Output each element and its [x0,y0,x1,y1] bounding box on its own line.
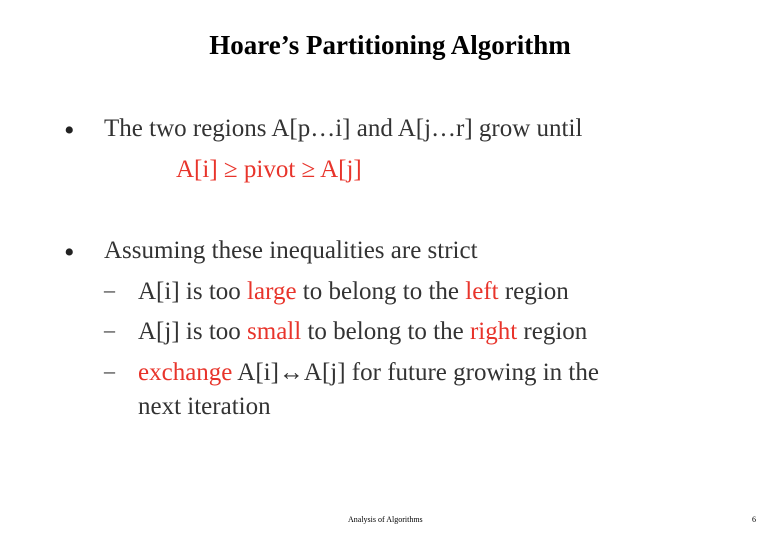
bullet1-line2: A[i] ≥ pivot ≥ A[j] [176,156,362,183]
text: A[i] is too [138,278,248,305]
text: region [498,278,569,305]
bullet2-heading: Assuming these inequalities are strict [104,237,478,264]
bullet1-line1: The two regions A[p…i] and A[j…r] grow until [104,115,583,142]
sub-item-3 [138,360,599,385]
highlight-right: right [469,318,518,345]
page-number: 6 [752,515,756,524]
sub-item-2 [138,319,587,344]
text: to belong to the [301,318,470,345]
highlight-exchange: exchange [138,359,233,386]
sub-dash: – [104,277,115,302]
footer-center-text: Analysis of Algorithms [348,515,423,524]
slide-title: Hoare’s Partitioning Algorithm [209,30,571,60]
sub-dash: – [104,317,115,342]
sub-item-1 [138,279,569,304]
text: region [517,318,588,345]
text: A[j] is too [138,318,248,345]
highlight-small: small [247,318,302,345]
highlight-large: large [247,278,297,305]
text: to belong to the [296,278,466,305]
sub-dash: – [104,358,115,383]
bullet-marker: • [64,236,75,269]
text: A[i]↔A[j] for future growing in the [232,359,599,386]
bullet-marker: • [64,114,75,147]
sub-item-3-continued: next iteration [138,393,271,420]
highlight-left: left [465,278,499,305]
